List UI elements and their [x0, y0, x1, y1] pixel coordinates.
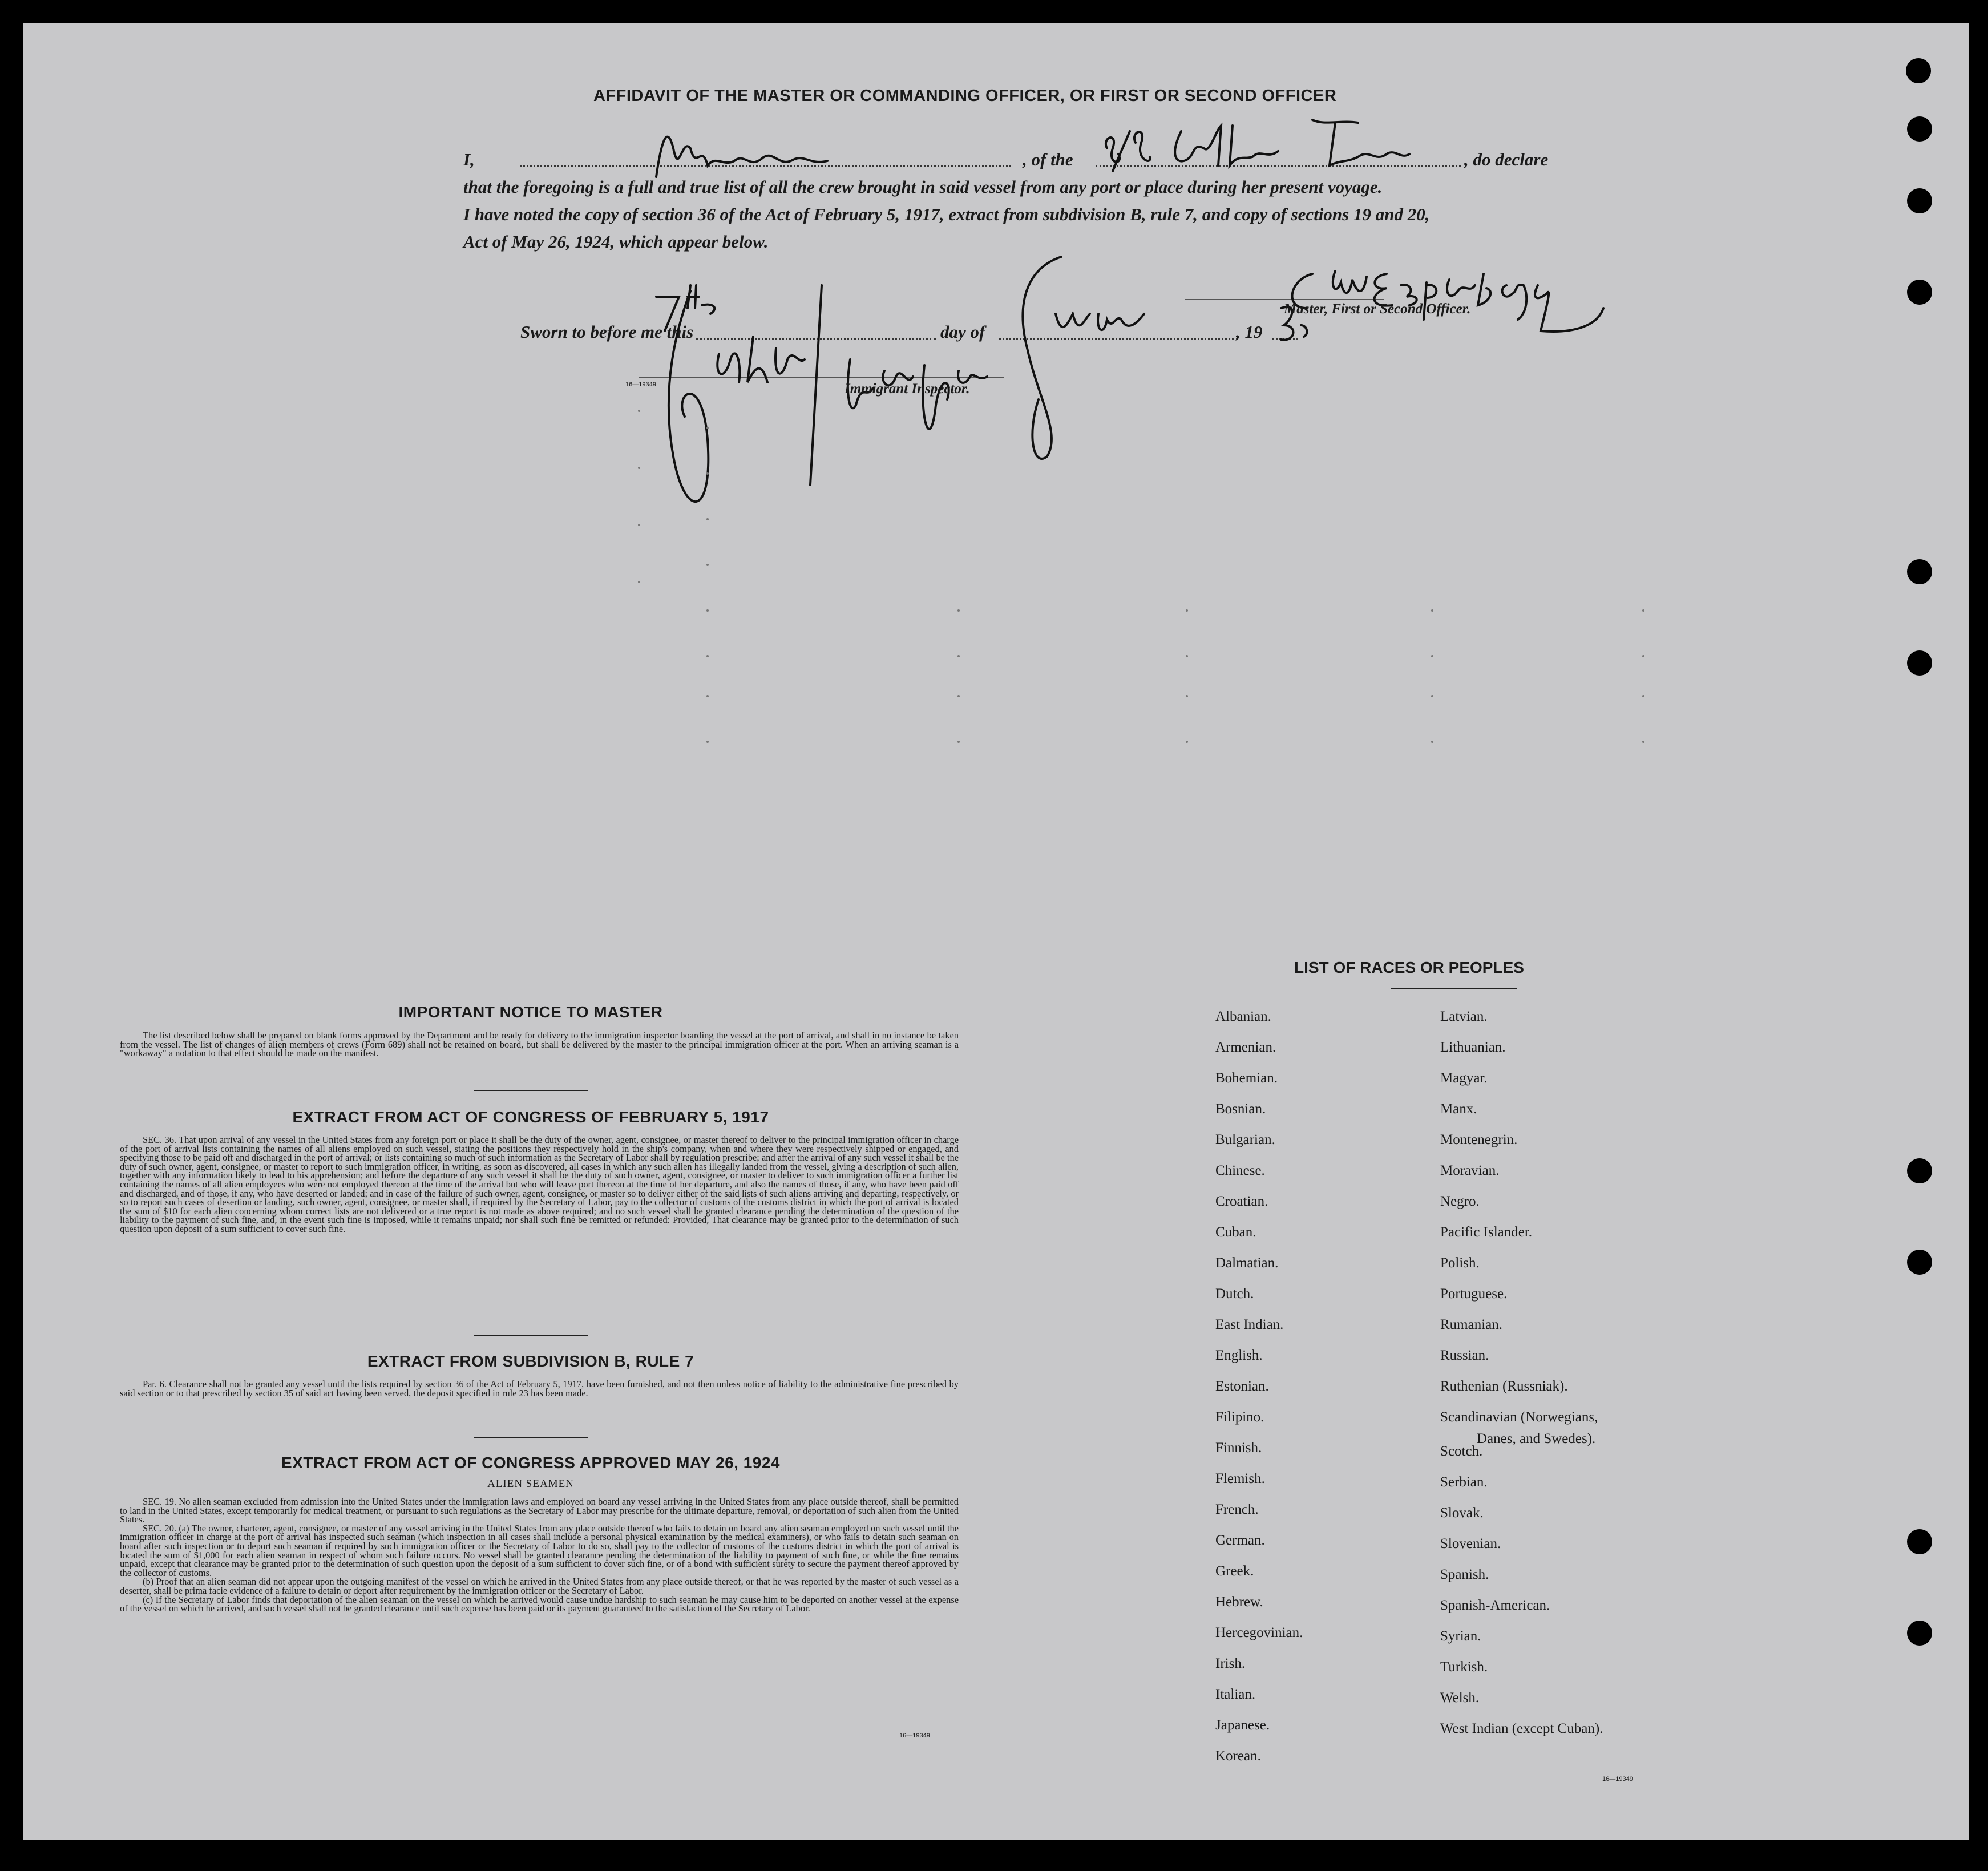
- punch-hole: [1907, 1621, 1932, 1646]
- race-item: Cuban.: [1215, 1225, 1256, 1240]
- race-item: Serbian.: [1440, 1474, 1488, 1490]
- punch-hole: [1907, 650, 1932, 676]
- punch-hole: [1906, 58, 1931, 83]
- inspector-caption: Immigrant Inspector.: [845, 381, 970, 397]
- race-item: Korean.: [1215, 1748, 1261, 1764]
- race-item: Scotch.: [1440, 1444, 1483, 1459]
- race-item: Manx.: [1440, 1101, 1477, 1117]
- race-item: Finnish.: [1215, 1440, 1262, 1456]
- race-item: Slovenian.: [1440, 1536, 1501, 1551]
- affidavit-i: I,: [463, 149, 475, 169]
- race-item: East Indian.: [1215, 1317, 1284, 1332]
- race-item-continuation: Danes, and Swedes).: [1477, 1431, 1596, 1446]
- race-item: French.: [1215, 1502, 1259, 1517]
- race-item: Dalmatian.: [1215, 1255, 1279, 1271]
- extract-1917-text: SEC. 36. That upon arrival of any vessel in the United States from any foreign port or place it shall be the duty of the owner, agent, consignee, or master thereof to deliver to the principal immigration officer in charge of the port of arrival lists containing the names of all aliens employed on such vessel, stating the positions they respectively hold in the ship's company, when and where they were respectively shipped or engaged, and specifying those to be paid off and discharged in the port of arrival; or lists containing so much of such information as the Secretary of Labor shall by regulation prescribe; and after the arrival of any such vessel it shall be the duty of such owner, agent, consignee, or master to report to such immigration officer, in writing, as soon as discovered, all cases in which any such alien has illegally landed from the vessel, giving a description of such alien, together with any information likely to lead to his apprehension; and before the departure of any such vessel it shall be the duty of such owner, agent, consignee, or master to deliver to such immigration officer a further list containing the names of all alien employees who were not employed thereon at the time of the arrival but who will leave port thereon at the time of her departure, and also the names of those, if any, who have been paid off and discharged, and of those, if any, who have deserted or landed; and in case of the failure of such owner, agent, consignee, or master so to deliver either of the said lists of such aliens arriving and departing, respectively, or so to report such cases of desertion or landing, such owner, agent, consignee, or master shall, if required by the Secretary of Labor, pay to the collector of customs of the customs district in which the port of arrival is located the sum of $10 for each alien concerning whom correct lists are not delivered or a true report is not made as above required; and no such vessel shall be granted clearance pending the determination of the question of the liability to the payment of such fine, and, in the event such fine is imposed, while it remains unpaid; nor shall such fine be remitted or refunded: Provided, That clearance may be granted prior to the determination of such question upon deposit of a sum sufficient to cover such fine.: [120, 1134, 959, 1234]
- race-item: Dutch.: [1215, 1286, 1254, 1302]
- divider: [474, 1335, 588, 1336]
- punch-hole: [1907, 1529, 1932, 1554]
- race-item: Croatian.: [1215, 1194, 1268, 1209]
- race-item: Irish.: [1215, 1656, 1246, 1671]
- race-item: Welsh.: [1440, 1690, 1480, 1706]
- affidavit-line2: that the foregoing is a full and true list of all the crew brought in said vessel from any port or place during her present voyage.: [463, 177, 1383, 197]
- notice-title: IMPORTANT NOTICE TO MASTER: [398, 1003, 663, 1021]
- race-item: Japanese.: [1215, 1718, 1270, 1733]
- affidavit-form-number: 16—19349: [625, 381, 656, 388]
- officer-signature: [1278, 251, 1609, 337]
- sworn-text: Sworn to before me this: [520, 322, 694, 342]
- divider: [1391, 988, 1517, 989]
- race-item: Pacific Islander.: [1440, 1225, 1533, 1240]
- race-item: Hercegovinian.: [1215, 1625, 1303, 1640]
- affidavit-title: AFFIDAVIT OF THE MASTER OR COMMANDING OFFICER, OR FIRST OR SECOND OFFICER: [593, 87, 1337, 105]
- race-item: Armenian.: [1215, 1040, 1276, 1055]
- handwritten-master: [650, 114, 879, 188]
- race-item: Rumanian.: [1440, 1317, 1503, 1332]
- race-item: Greek.: [1215, 1563, 1254, 1579]
- race-item: Chinese.: [1215, 1163, 1265, 1178]
- extract-rule7-text: Par. 6. Clearance shall not be granted any vessel until the lists required by section 36 of the Act of February 5, 1917, have been furnished, and not then unless notice of liability to the administrative fine prescribed by said section or to that prescribed by section 35 of said act having been served, the deposit specified in rule 23 has been made.: [120, 1379, 959, 1399]
- affidavit-line4: Act of May 26, 1924, which appear below.: [463, 232, 769, 252]
- race-item: Bohemian.: [1215, 1070, 1278, 1086]
- race-item: Latvian.: [1440, 1009, 1488, 1024]
- divider: [474, 1090, 588, 1091]
- extract-rule7-title: EXTRACT FROM SUBDIVISION B, RULE 7: [367, 1352, 694, 1370]
- race-item: Scandinavian (Norwegians,: [1440, 1409, 1598, 1425]
- divider: [474, 1437, 588, 1438]
- notice-text: The list described below shall be prepared on blank forms approved by the Department and be ready for delivery to the immigration inspector boarding the vessel at the port of arrival, and shall in no instance be taken from the vessel. The list of changes of alien members of crews (Form 689) shall not be retained on board, but shall be delivered by the master to the principal immigration officer at the port. When an arriving seaman is a "workaway" a notation to that effect should be made on the manifest.: [120, 1030, 959, 1059]
- punch-hole: [1907, 280, 1932, 305]
- race-item: Turkish.: [1440, 1659, 1488, 1675]
- race-item: Filipino.: [1215, 1409, 1264, 1425]
- officer-caption: Master, First or Second Officer.: [1284, 301, 1471, 317]
- race-item: Polish.: [1440, 1255, 1480, 1271]
- punch-hole: [1907, 559, 1932, 584]
- race-item: Negro.: [1440, 1194, 1480, 1209]
- extract-1924-title: EXTRACT FROM ACT OF CONGRESS APPROVED MAY 26, 1924: [281, 1454, 780, 1472]
- race-item: Lithuanian.: [1440, 1040, 1506, 1055]
- affidavit-declare: , do declare: [1464, 149, 1549, 169]
- race-item: Spanish-American.: [1440, 1598, 1550, 1613]
- race-item: Moravian.: [1440, 1163, 1500, 1178]
- race-item: Slovak.: [1440, 1505, 1484, 1521]
- race-item: Magyar.: [1440, 1070, 1488, 1086]
- year-prefix: , 19: [1236, 322, 1263, 342]
- race-item: Montenegrin.: [1440, 1132, 1518, 1147]
- sec-20c-text: (c) If the Secretary of Labor finds that deportation of the alien seaman on the vessel on which he arrived would cause undue hardship to such seaman he may cause him to be deported on another vessel at the expense of the vessel on which he arrived, and such vessel shall not be granted clearance until such expense has been paid or its payment guaranteed to the satisfaction of the Secretary of Labor.: [120, 1594, 959, 1614]
- race-item: Estonian.: [1215, 1379, 1269, 1394]
- race-item: Bosnian.: [1215, 1101, 1266, 1117]
- punch-hole: [1907, 116, 1932, 142]
- races-title: LIST OF RACES OR PEOPLES: [1294, 959, 1524, 976]
- sec-20b-text: (b) Proof that an alien seaman did not appear upon the outgoing manifest of the vessel on which he arrived in the United States from any place outside thereof, or that he was reported by the master of such vessel as a deserter, shall be prima facie evidence of a failure to detain or deport after requirement by the immigration officer or the Secretary of Labor.: [120, 1576, 959, 1596]
- race-item: West Indian (except Cuban).: [1440, 1721, 1603, 1736]
- document-page: [23, 23, 1969, 1840]
- affidavit-line3: I have noted the copy of section 36 of the Act of February 5, 1917, extract from subdivision B, rule 7, and copy of sections 19 and 20,: [463, 204, 1430, 224]
- race-item: German.: [1215, 1533, 1265, 1548]
- extract-1924-subtitle: ALIEN SEAMEN: [487, 1478, 574, 1490]
- race-item: English.: [1215, 1348, 1263, 1363]
- race-item: Syrian.: [1440, 1628, 1481, 1644]
- race-item: Spanish.: [1440, 1567, 1489, 1582]
- faint-column-dots: [616, 388, 1700, 959]
- race-item: Albanian.: [1215, 1009, 1271, 1024]
- race-item: Italian.: [1215, 1687, 1256, 1702]
- punch-hole: [1907, 188, 1932, 213]
- sec-20a-text: SEC. 20. (a) The owner, charterer, agent, consignee, or master of any vessel arriving in the United States from any place outside thereof who fails to detain on board any alien seaman employed on such vessel until the immigration officer in charge at the port of arrival has inspected such seaman (which inspection in all cases shall include a personal physical examination by the medical examiners), or who fails to detain such seaman on board after such inspection or to deport such seaman if required by such immigration officer or the Secretary of Labor to do so, shall pay to the collector of customs of the customs district in which the port of arrival is located the sum of $1,000 for each alien seaman in respect of whom such failure occurs. No vessel shall be granted clearance pending the determination of the liability to payment of such fine, or while the fine remains unpaid, except that clearance may be granted prior to the determination of such question upon the deposit of a sum sufficient to cover such fine, or of a bond with sufficient surety to secure the payment thereof approved by the collector of customs.: [120, 1522, 959, 1578]
- punch-hole: [1907, 1250, 1932, 1275]
- race-item: Flemish.: [1215, 1471, 1265, 1486]
- extract-1917-title: EXTRACT FROM ACT OF CONGRESS OF FEBRUARY 5, 1917: [292, 1108, 769, 1126]
- race-item: Bulgarian.: [1215, 1132, 1275, 1147]
- race-item: Ruthenian (Russniak).: [1440, 1379, 1568, 1394]
- notice-form-number: 16—19349: [899, 1732, 930, 1739]
- races-form-number: 16—19349: [1602, 1776, 1633, 1783]
- handwritten-vessel-name: [1096, 108, 1415, 183]
- affidavit-of-the: , of the: [1023, 149, 1073, 169]
- sec-19-text: SEC. 19. No alien seaman excluded from admission into the United States under the immigration laws and employed on board any vessel arriving in the United States from any place outside thereof, shall be permitted to land in the United States, except temporarily for medical treatment, or pursuant to such regulations as the Secretary of Labor may prescribe for the ultimate departure, removal, or deportation of such alien from the United States.: [120, 1496, 959, 1525]
- race-item: Russian.: [1440, 1348, 1489, 1363]
- race-item: Portuguese.: [1440, 1286, 1508, 1302]
- day-of-text: day of: [940, 322, 985, 342]
- race-item: Hebrew.: [1215, 1594, 1263, 1610]
- extract-1924-body: [120, 1497, 959, 1613]
- punch-hole: [1907, 1158, 1932, 1183]
